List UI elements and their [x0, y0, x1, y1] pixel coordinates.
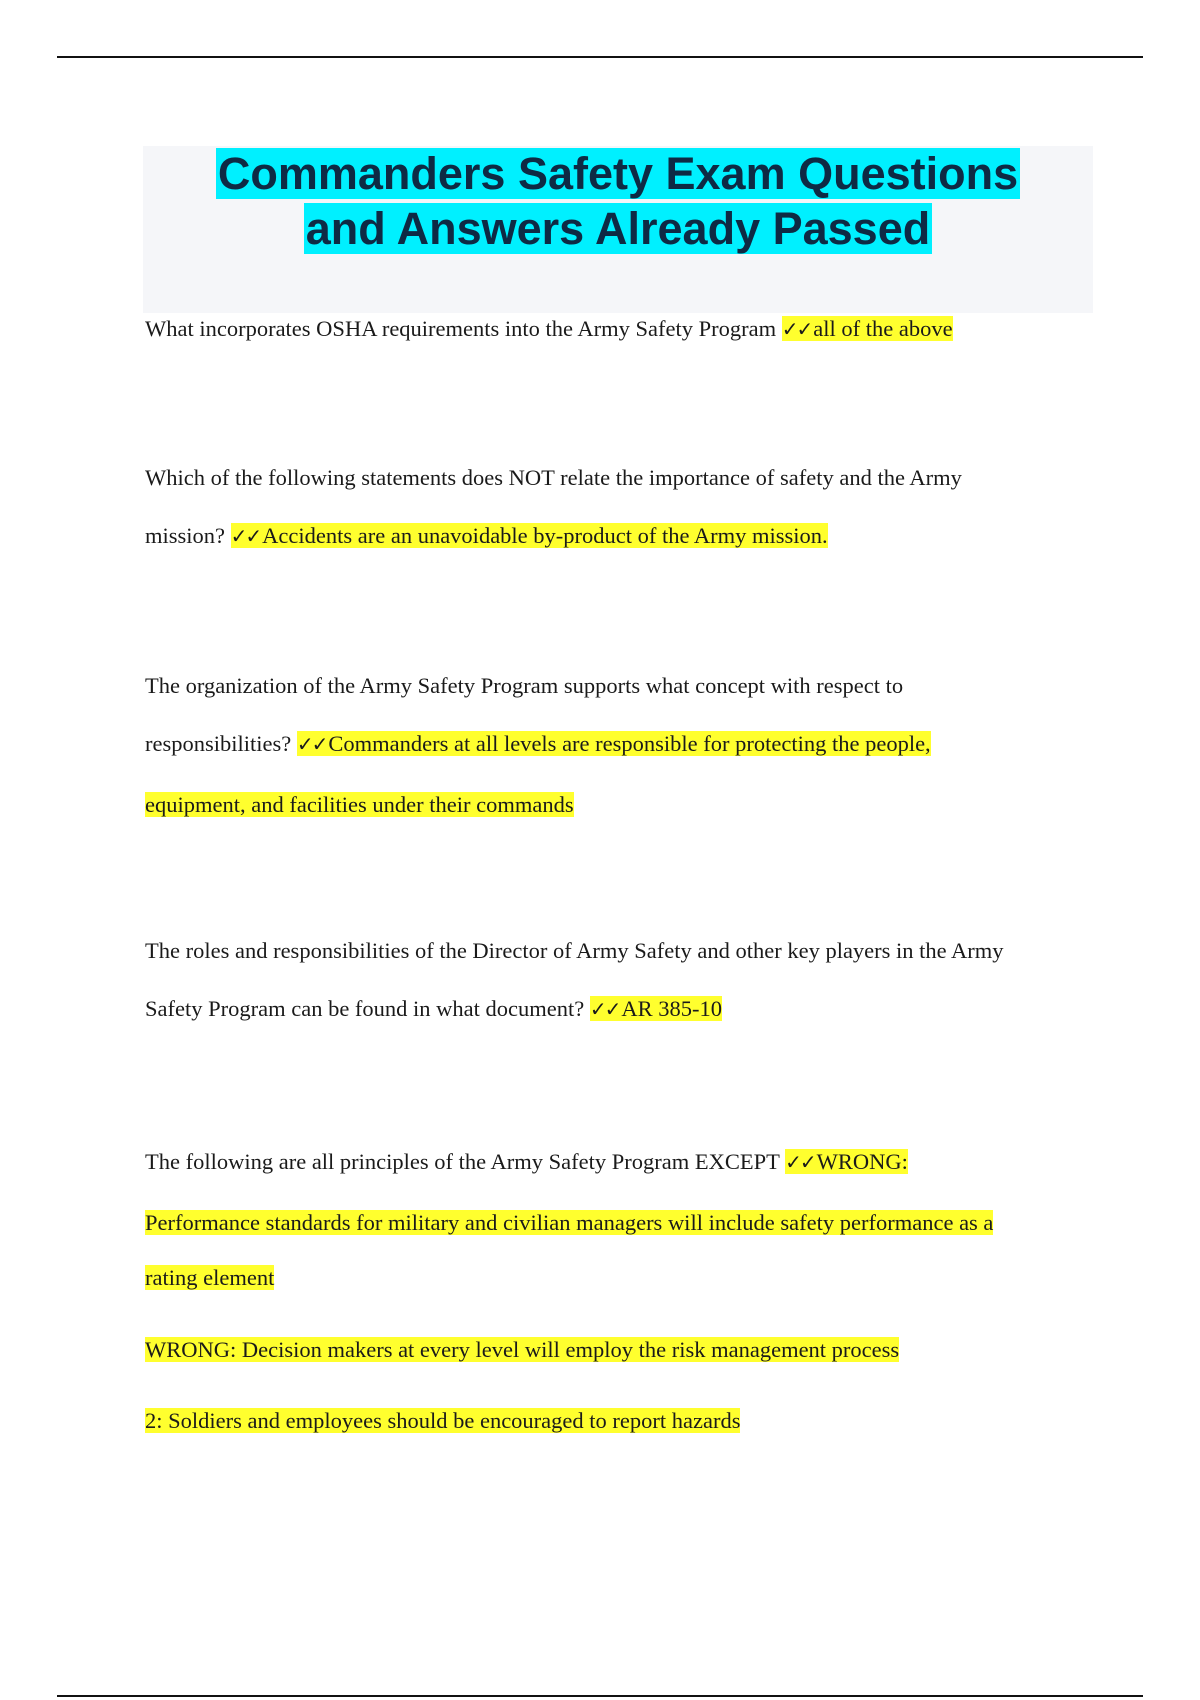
answer-2 [231, 523, 828, 548]
answer-5-line-2 [145, 1212, 1090, 1235]
answer-5-line-5 [145, 1410, 1090, 1433]
answer-1-text: all of the above [813, 316, 953, 341]
question-4-text: Safety Program can be found in what document? [145, 996, 585, 1021]
question-4-line-1: The roles and responsibilities of the Director of Army Safety and other key players in the Army [145, 938, 1004, 963]
top-rule [57, 56, 1143, 58]
answer-1 [782, 316, 953, 341]
check-mark-icon: ✓✓ [781, 317, 812, 341]
answer-3-text: Commanders at all levels are responsible for protecting the people, [328, 731, 931, 756]
question-5-text: The following are all principles of the Army Safety Program EXCEPT [145, 1149, 780, 1174]
question-1 [145, 318, 1090, 341]
title-line-2: and Answers Already Passed [305, 203, 931, 254]
question-4-line-2 [145, 998, 1090, 1021]
check-mark-icon: ✓✓ [230, 524, 261, 548]
answer-5-option-wrong: WRONG: Decision makers at every level will employ the risk management process [145, 1337, 900, 1362]
answer-3-line-2 [145, 794, 1090, 817]
title-line-1: Commanders Safety Exam Questions [217, 148, 1019, 199]
answer-4-text: AR 385-10 [621, 996, 723, 1021]
bottom-rule [57, 1695, 1143, 1697]
answer-3 [297, 731, 931, 756]
answer-4 [590, 996, 722, 1021]
check-mark-icon: ✓✓ [589, 997, 620, 1021]
answer-5-continued-1: Performance standards for military and civilian managers will include safety performance as a [145, 1210, 994, 1235]
answer-2-text: Accidents are an unavoidable by-product of the Army mission. [262, 523, 828, 548]
answer-5-option-2: 2: Soldiers and employees should be encouraged to report hazards [145, 1408, 741, 1433]
answer-3-continued: equipment, and facilities under their commands [145, 792, 574, 817]
question-1-text: What incorporates OSHA requirements into the Army Safety Program [145, 316, 777, 341]
question-5-line-1 [145, 1151, 1090, 1174]
check-mark-icon: ✓✓ [296, 732, 327, 756]
answer-5 [785, 1149, 908, 1174]
answer-5-continued-2: rating element [145, 1265, 275, 1290]
question-2-line-1: Which of the following statements does NOT relate the importance of safety and the Army [145, 465, 962, 490]
check-mark-icon: ✓✓ [785, 1150, 815, 1174]
question-3-text: responsibilities? [145, 731, 292, 756]
question-2-line-2 [145, 525, 1090, 548]
answer-5-line-4 [145, 1339, 1090, 1362]
answer-5-line-3 [145, 1267, 1090, 1290]
page-title [143, 146, 1093, 256]
answer-5-text: WRONG: [816, 1149, 908, 1174]
question-2-text: mission? [145, 523, 226, 548]
question-3-line-2 [145, 733, 1090, 756]
question-3-line-1: The organization of the Army Safety Program supports what concept with respect to [145, 673, 904, 698]
